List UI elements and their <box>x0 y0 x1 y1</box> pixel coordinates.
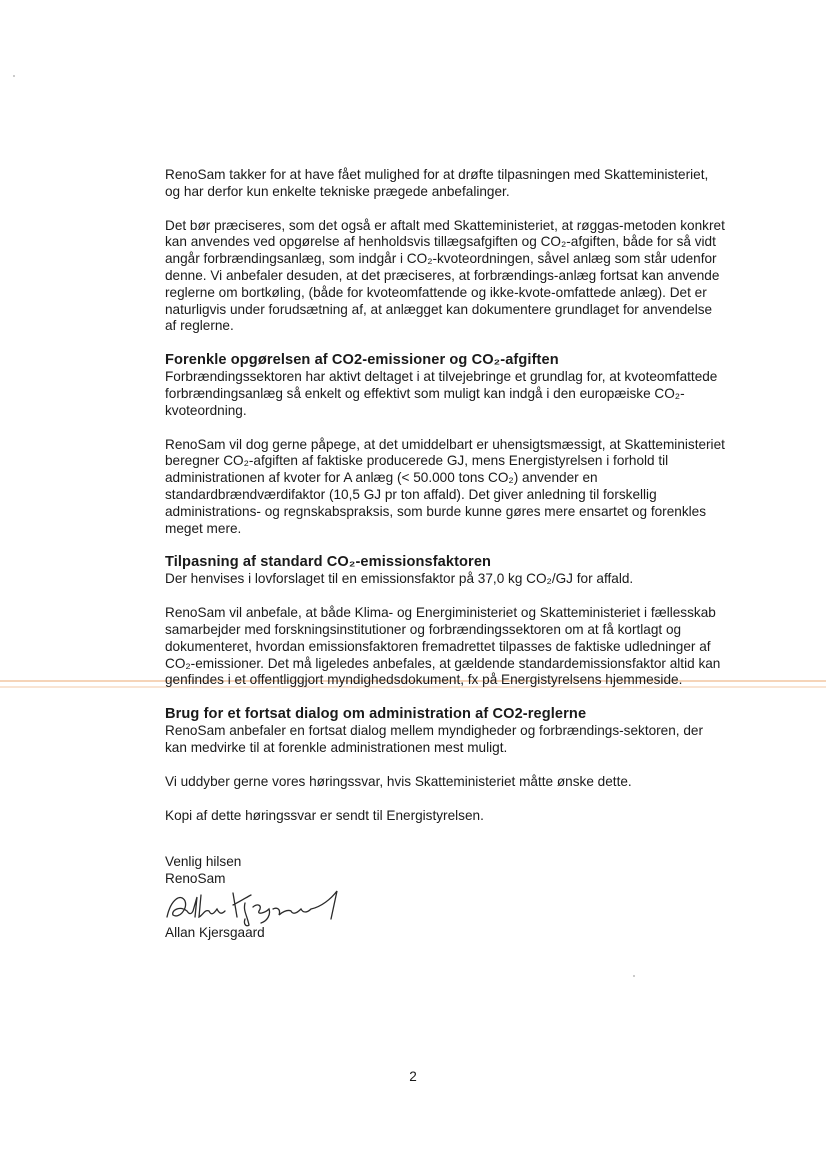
copy-paragraph: Kopi af dette høringssvar er sendt til Energistyrelsen. <box>165 807 484 823</box>
signatory-name: Allan Kjersgaard <box>165 924 265 940</box>
rooggas-paragraph: Det bør præciseres, som det også er aftalt med Skatteministeriet, at røggas-metoden konkret kan anvendes ved opgørelse af henholdsvis tillægsafgiften og CO₂-afgiften, både for så vidt angår forbrændingsanlæg, som indgår i CO₂-kvoteordningen, såvel anlæg som står udenfor denne. Vi anbefaler desuden, at det præciseres, at forbrændings-anlæg fortsat kan anvende reglerne om bortkøling, (både for kvoteomfattende og ikke-kvote-omfattede anlæg). Det er naturligvis under forudsætning af, at anlægget kan dokumentere grundlaget for anvendelse af reglerne. <box>165 217 725 334</box>
section-body-tilpasning: Der henvises i lovforslaget til en emissionsfaktor på 37,0 kg CO₂/GJ for affald. <box>165 571 634 587</box>
section-heading-dialog: Brug for et fortsat dialog om administration af CO2-reglerne <box>165 706 587 723</box>
section-paragraph-tilpasning: RenoSam vil anbefale, at både Klima- og Energiministeriet og Skatteministeriet i fællesskab samarbejder med forskningsinstitutioner og forbrændingssektoren om at få kortlagt og dokumenteret, hvordan emissionsfaktoren fremadrettet tilpasses de faktiske udledninger af CO₂-emissioner. Det må ligeledes anbefales, at gældende standardemissionsfaktor altid kan genfindes i et offentliggjort myndighedsdokument, fx på Energistyrelsens hjemmeside. <box>165 605 721 688</box>
section-paragraph-forenkle: RenoSam vil dog gerne påpege, at det umiddelbart er uhensigtsmæssigt, at Skatteministeriet beregner CO₂-afgiften af faktiske producerede GJ, mens Energistyrelsen i forhold til administrationen af kvoter for A anlæg (< 50.000 tons CO₂) anvender en standardbrændværdifaktor (10,5 GJ pr ton affald). Det giver anledning til forskellig administrations- og regnskabspraksis, som burde kunne gøres mere ensartet og forenkles meget mere. <box>165 436 725 536</box>
closing-organization: RenoSam <box>165 871 226 887</box>
elaborate-paragraph: Vi uddyber gerne vores høringssvar, hvis Skatteministeriet måtte ønske dette. <box>165 773 632 789</box>
scan-speck <box>633 975 635 977</box>
section-heading-tilpasning: Tilpasning af standard CO₂-emissionsfaktoren <box>165 554 492 571</box>
letter-body <box>165 167 725 942</box>
section-body-forenkle: Forbrændingssektoren har aktivt deltaget i at tilvejebringe et grundlag for, at kvoteomfattede forbrændingsanlæg så enkelt og effektivt som muligt kan indgå i den europæiske CO₂-kvoteordning. <box>165 369 718 418</box>
page-number: 2 <box>409 1069 417 1084</box>
scan-speck <box>13 75 15 77</box>
signature-icon <box>161 887 361 927</box>
section-body-dialog: RenoSam anbefaler en fortsat dialog mellem myndigheder og forbrændings-sektoren, der kan medvirke til at forenkle administrationen mest muligt. <box>165 723 704 755</box>
closing-greeting: Venlig hilsen <box>165 854 242 870</box>
section-heading-forenkle: Forenkle opgørelsen af CO2-emissioner og CO₂-afgiften <box>165 352 559 369</box>
handwritten-signature <box>161 887 361 925</box>
intro-paragraph: RenoSam takker for at have fået mulighed for at drøfte tilpasningen med Skatteministeriet, og har derfor kun enkelte tekniske prægede anbefalinger. <box>165 167 709 199</box>
